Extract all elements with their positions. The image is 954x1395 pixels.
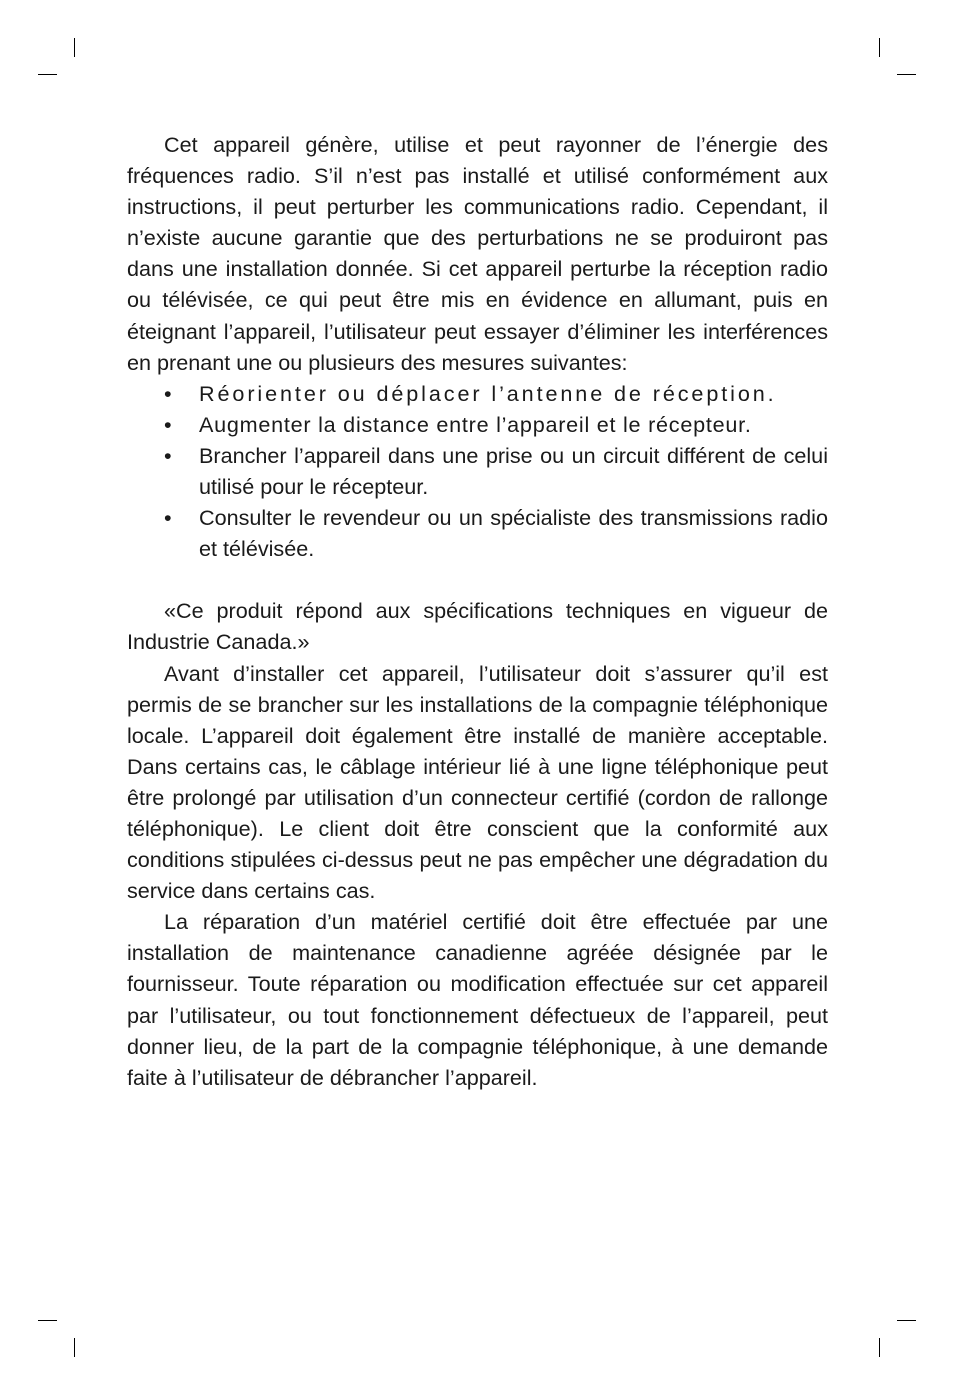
paragraph-spacer	[127, 564, 828, 595]
crop-mark-top-right-horizontal	[897, 74, 916, 75]
bullet-marker: •	[164, 442, 172, 468]
crop-mark-top-left-vertical	[74, 38, 75, 57]
crop-mark-bottom-left-vertical	[74, 1338, 75, 1357]
list-item	[127, 409, 828, 440]
paragraph-installation: Avant d’installer cet appareil, l’utilisateur doit s’assurer qu’il est permis de se brancher sur les installations de la compagnie téléphonique locale. L’appareil doit également être installé de manière acceptable. Dans certains cas, le câblage intérieur lié à une ligne téléphonique peut être prolongé par utilisation d’un connecteur certifié (cordon de rallonge téléphonique). Le client doit être conscient que la conformité aux conditions stipulées ci-dessus peut ne pas empêcher une dégradation du service dans certains cas.	[127, 660, 828, 904]
list-item-text: Consulter le revendeur ou un spécialiste des transmissions radio et télévisée.	[199, 505, 828, 562]
crop-mark-bottom-right-horizontal	[897, 1320, 916, 1321]
list-item	[127, 502, 828, 564]
list-item	[127, 378, 828, 409]
crop-mark-top-right-vertical	[879, 38, 880, 57]
list-item	[127, 440, 828, 502]
list-item-text: Réorienter ou déplacer l’antenne de réception.	[199, 380, 777, 406]
bullet-marker: •	[164, 380, 172, 406]
crop-mark-bottom-right-vertical	[879, 1338, 880, 1357]
paragraph-interference: Cet appareil génère, utilise et peut rayonner de l’énergie des fréquences radio. S’il n’est pas installé et utilisé conformément aux instructions, il peut perturber les communications radio. Cependant, il n’existe aucune garantie que des perturbations ne se produiront pas dans une installation donnée. Si cet appareil perturbe la réception radio ou télévisée, ce qui peut être mis en évidence en allumant, puis en éteignant l’appareil, l’utilisateur peut essayer d’éliminer les interférences en prenant une ou plusieurs des mesures suivantes:	[127, 132, 828, 375]
list-item-text: Brancher l’appareil dans une prise ou un circuit différent de celui utilisé pour le récepteur.	[199, 442, 828, 500]
body-text	[127, 129, 828, 1093]
bullet-marker: •	[164, 505, 172, 531]
paragraph-repair: La réparation d’un matériel certifié doit être effectuée par une installation de maintenance canadienne agréée désignée par le fournisseur. Toute réparation ou modification effectuée sur cet appareil par l’utilisateur, ou tout fonctionnement défectueux de l’appareil, peut donner lieu, de la part de la compagnie téléphonique, à une demande faite à l’utilisateur de débrancher l’appareil.	[127, 909, 828, 1090]
crop-mark-top-left-horizontal	[38, 74, 57, 75]
paragraph-industrie-canada: «Ce produit répond aux spécifications techniques en vigueur de Industrie Canada.»	[127, 598, 828, 655]
measures-list	[127, 378, 828, 565]
list-item-text: Augmenter la distance entre l’appareil et le récepteur.	[199, 411, 752, 437]
crop-mark-bottom-left-horizontal	[38, 1320, 57, 1321]
bullet-marker: •	[164, 411, 172, 437]
